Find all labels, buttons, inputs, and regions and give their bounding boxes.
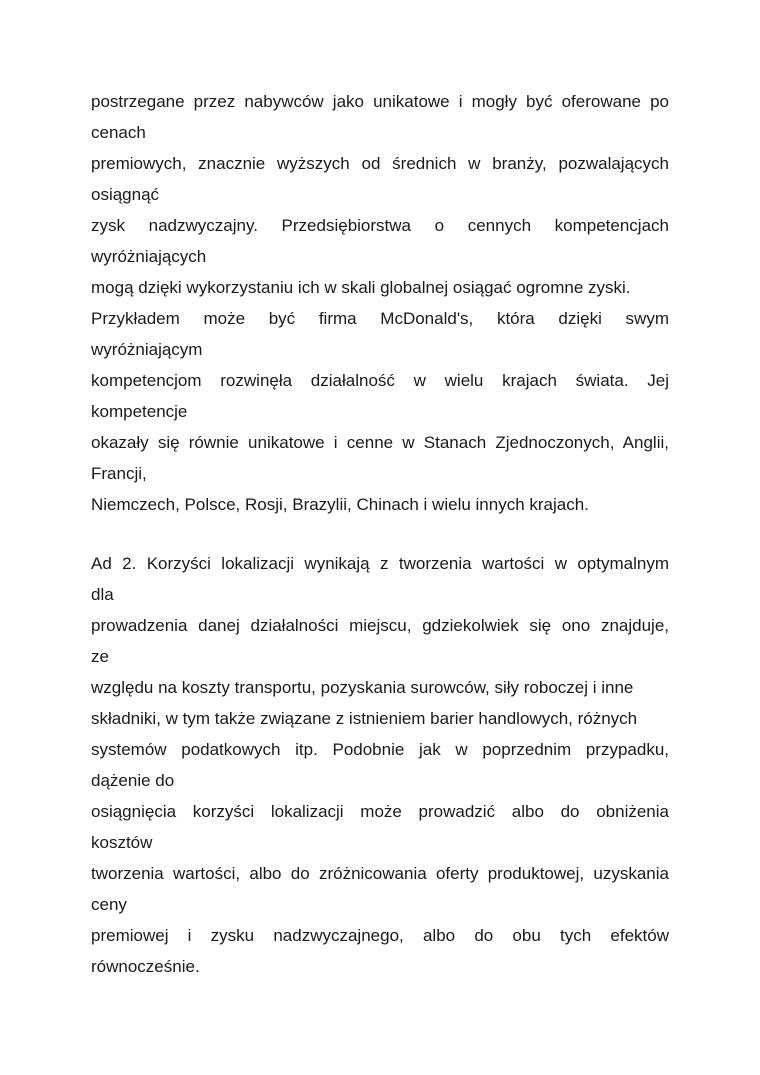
text-line: wyróżniających xyxy=(91,247,207,266)
text-line: systemów podatkowych itp. Podobnie jak w poprzednim przypadku, xyxy=(91,740,669,759)
text-line: tworzenia wartości, albo do zróżnicowania oferty produktowej, uzyskania xyxy=(91,864,669,883)
text-line: wyróżniającym xyxy=(91,340,203,359)
text-line: dążenie do xyxy=(91,771,175,790)
text-line: premiowych, znacznie wyższych od średnich w branży, pozwalających xyxy=(91,154,669,173)
text-line: Przykładem może być firma McDonald's, która dzięki swym xyxy=(91,309,669,328)
text-line: kompetencje xyxy=(91,402,188,421)
text-line: względu na koszty transportu, pozyskania surowców, siły roboczej i inne xyxy=(91,678,634,697)
text-line: mogą dzięki wykorzystaniu ich w skali globalnej osiągać ogromne zyski. xyxy=(91,278,631,297)
text-line: premiowej i zysku nadzwyczajnego, albo do obu tych efektów xyxy=(91,926,669,945)
text-line: Francji, xyxy=(91,464,147,483)
text-line: okazały się równie unikatowe i cenne w Stanach Zjednoczonych, Anglii, xyxy=(91,433,669,452)
text-line: kosztów xyxy=(91,833,153,852)
text-line: składniki, w tym także związane z istnieniem barier handlowych, różnych xyxy=(91,709,638,728)
paragraph-1 xyxy=(91,86,669,520)
text-line: ze xyxy=(91,647,109,666)
text-line: kompetencjom rozwinęła działalność w wielu krajach świata. Jej xyxy=(91,371,669,390)
text-line: cenach xyxy=(91,123,146,142)
text-line: postrzegane przez nabywców jako unikatowe i mogły być oferowane po xyxy=(91,92,669,111)
text-line: prowadzenia danej działalności miejscu, gdziekolwiek się ono znajduje, xyxy=(91,616,669,635)
text-line: Niemczech, Polsce, Rosji, Brazylii, Chinach i wielu innych krajach. xyxy=(91,495,589,514)
text-line: osiągnąć xyxy=(91,185,160,204)
text-line: równocześnie. xyxy=(91,957,200,976)
paragraph-2 xyxy=(91,548,669,982)
text-line: osiągnięcia korzyści lokalizacji może prowadzić albo do obniżenia xyxy=(91,802,669,821)
text-line: zysk nadzwyczajny. Przedsiębiorstwa o cennych kompetencjach xyxy=(91,216,669,235)
text-line: Ad 2. Korzyści lokalizacji wynikają z tworzenia wartości w optymalnym xyxy=(91,554,669,573)
text-line: dla xyxy=(91,585,114,604)
text-line: ceny xyxy=(91,895,127,914)
